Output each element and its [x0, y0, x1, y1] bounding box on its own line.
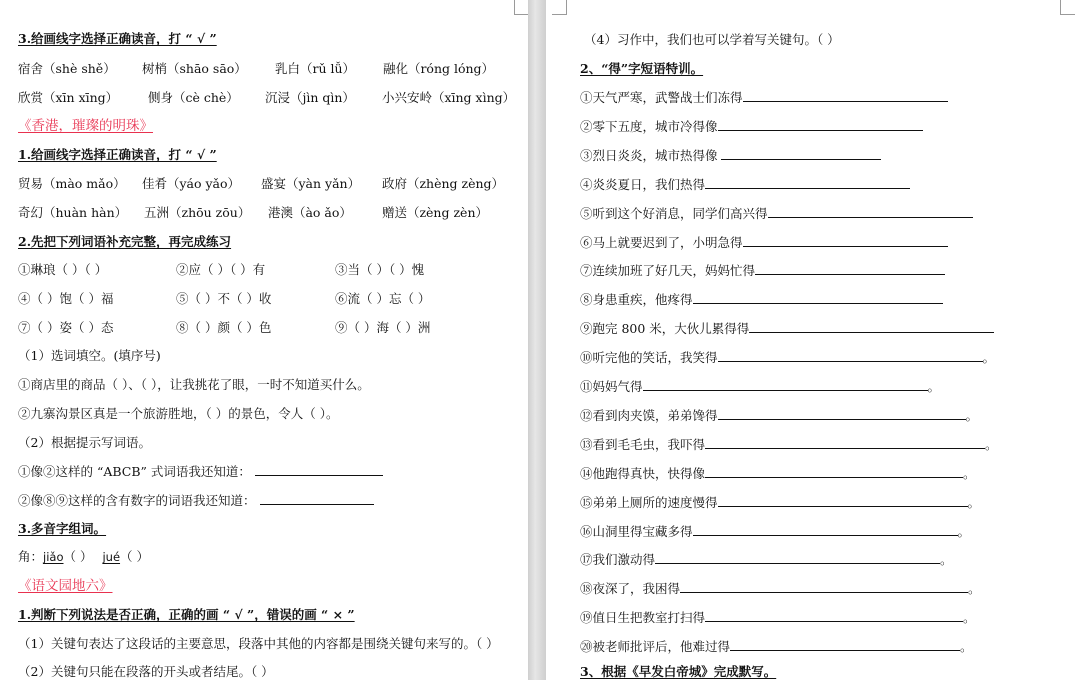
page-corner-mark — [552, 0, 567, 15]
de-phrase-item — [580, 176, 1072, 193]
polyphone-label: 角： — [18, 549, 44, 564]
pinyin-item: 赠送（zèng zèn） — [381, 205, 488, 220]
judgement-item: （1）关键句表达了这段话的主要意思，段落中其他的内容都是围绕关键句来写的。（ ） — [18, 636, 499, 651]
pinyin-item: 奇幻（huàn hàn） — [18, 205, 128, 220]
fill-item: ①琳琅（ ）（ ） — [18, 262, 108, 277]
de-phrase-item — [580, 638, 1072, 655]
de-phrase-prompt: ⑯山洞里得宝藏多得 — [580, 523, 693, 539]
de-phrase-prompt: ⑤听到这个好消息，同学们高兴得 — [580, 205, 768, 221]
fill-row — [18, 320, 520, 336]
answer-blank[interactable] — [705, 436, 985, 449]
de-phrase-item — [580, 262, 1072, 279]
sentence: ①商店里的商品（ ）、（ ），让我挑花了眼，一时不知道买什么。 — [18, 377, 370, 392]
answer-paren: （ ） — [63, 549, 93, 564]
document-page-left — [0, 0, 528, 680]
pinyin-row — [18, 176, 520, 192]
answer-blank[interactable] — [743, 234, 948, 247]
end-punctuation: 。 — [968, 581, 981, 597]
fill-item: ⑦（ ）姿（ ）态 — [18, 320, 114, 335]
pinyin-item: 侧身（cè chè） — [147, 90, 239, 105]
polyphone-row — [18, 549, 520, 565]
de-phrase-prompt: ①天气严寒，武警战士们冻得 — [580, 90, 743, 105]
answer-blank[interactable] — [643, 378, 928, 391]
answer-blank[interactable] — [705, 176, 910, 189]
de-phrase-prompt: ③烈日炎炎，城市热得像 — [580, 147, 722, 163]
de-phrase-item — [580, 118, 1072, 135]
de-phrase-item — [580, 494, 1072, 511]
de-phrase-item — [580, 349, 1072, 366]
answer-blank[interactable] — [255, 463, 383, 476]
de-phrase-prompt: ⑳被老师批评后，他难过得 — [580, 639, 731, 655]
fill-row — [18, 291, 520, 307]
document-page-right — [546, 0, 1080, 680]
pinyin-item: 五洲（zhōu zōu） — [143, 205, 251, 220]
page-gutter — [528, 0, 546, 680]
de-phrase-prompt: ④炎炎夏日，我们热得 — [580, 176, 706, 192]
page-corner-mark — [1060, 0, 1075, 15]
fill-item: ⑥流（ ）忘（ ） — [334, 291, 431, 306]
de-phrase-prompt: ⑰我们激动得 — [580, 552, 656, 568]
answer-blank[interactable] — [680, 580, 968, 593]
pinyin-row — [18, 61, 520, 77]
pinyin-reading: jiǎo — [43, 550, 64, 564]
answer-blank[interactable] — [768, 205, 973, 218]
de-phrase-prompt: ⑬看到毛毛虫，我吓得 — [580, 436, 706, 452]
answer-blank[interactable] — [705, 465, 963, 478]
pinyin-item: 乳白（rǔ lǚ） — [274, 61, 356, 76]
end-punctuation: 。 — [940, 552, 953, 568]
pinyin-item: 港澳（ào ǎo） — [267, 205, 352, 220]
de-phrase-prompt: ⑱夜深了，我困得 — [580, 581, 681, 597]
de-phrase-prompt: ⑪妈妈气得 — [580, 379, 643, 394]
end-punctuation: 。 — [963, 465, 976, 481]
pinyin-row — [18, 90, 520, 106]
answer-blank[interactable] — [718, 118, 923, 131]
sentence: ②九寨沟景区真是一个旅游胜地，（ ）的景色，令人（ ）。 — [18, 406, 339, 421]
de-phrase-item — [580, 89, 1072, 106]
answer-paren: （ ） — [120, 549, 150, 564]
pinyin-row — [18, 205, 520, 221]
answer-line — [18, 492, 520, 509]
de-phrase-item — [580, 551, 1072, 568]
end-punctuation: 。 — [985, 436, 998, 452]
de-phrase-item — [580, 407, 1072, 424]
de-phrase-prompt: ⑮弟弟上厕所的速度慢得 — [580, 494, 718, 510]
pinyin-item: 佳肴（yáo yǎo） — [141, 176, 241, 191]
de-phrase-item — [580, 291, 1072, 308]
question-title: 1.判断下列说法是否正确，正确的画 “ √ ”，错误的画 “ × ” — [18, 607, 355, 622]
question-title: 1.给画线字选择正确读音，打 “ √ ” — [18, 147, 217, 162]
judgement-item: （4）习作中，我们也可以学着写关键句。（ ） — [584, 32, 840, 47]
de-phrase-item — [580, 523, 1072, 540]
end-punctuation: 。 — [957, 523, 971, 539]
de-phrase-prompt: ⑲值日生把教室打扫得 — [580, 610, 706, 626]
de-phrase-prompt: ⑭他跑得真快，快得像 — [580, 465, 706, 481]
de-phrase-prompt: ⑧身患重疾，他疼得 — [580, 292, 693, 308]
pinyin-item: 盛宴（yàn yǎn） — [260, 176, 361, 191]
sub-question-title: （2）根据提示写词语。 — [18, 435, 151, 450]
pinyin-item: 树梢（shāo sāo） — [141, 61, 247, 76]
prompt-text: ②像⑧⑨这样的含有数字的词语我还知道： — [18, 493, 256, 508]
answer-blank[interactable] — [743, 89, 948, 102]
pinyin-item: 贸易（mào mǎo） — [18, 176, 126, 191]
fill-item: ⑨（ ）海（ ）洲 — [334, 320, 431, 335]
end-punctuation: 。 — [982, 350, 996, 366]
answer-blank[interactable] — [755, 262, 945, 275]
end-punctuation: 。 — [960, 639, 973, 655]
end-punctuation: 。 — [965, 407, 979, 423]
judgement-item: （2）关键句只能在段落的开头或者结尾。（ ） — [18, 664, 274, 679]
answer-blank[interactable] — [260, 492, 374, 505]
de-phrase-item — [580, 147, 1072, 164]
answer-blank[interactable] — [749, 320, 994, 333]
de-phrase-prompt: ⑩听完他的笑话，我笑得 — [580, 350, 718, 366]
de-phrase-item — [580, 465, 1072, 482]
pinyin-item: 宿舍（shè shě） — [18, 61, 116, 76]
fill-item: ④（ ）饱（ ）福 — [18, 291, 114, 306]
end-punctuation: 。 — [927, 379, 941, 394]
answer-blank[interactable] — [693, 523, 958, 536]
question-title: 2.先把下列词语补充完整，再完成练习 — [18, 234, 232, 249]
question-title: 3.给画线字选择正确读音，打 “ √ ” — [18, 31, 217, 46]
end-punctuation: 。 — [967, 494, 981, 510]
fill-item: ②应（ ）（ ）有 — [175, 262, 266, 277]
answer-blank[interactable] — [718, 494, 968, 507]
de-phrase-prompt: ⑥马上就要迟到了，小明急得 — [580, 234, 743, 250]
answer-blank[interactable] — [718, 407, 966, 420]
prompt-text: ①像②这样的 “ABCB” 式词语我还知道： — [18, 464, 251, 479]
end-punctuation: 。 — [963, 610, 976, 626]
de-phrase-item — [580, 205, 1072, 222]
pinyin-item: 小兴安岭（xīng xìng） — [381, 90, 516, 105]
de-phrase-prompt: ⑨跑完 800 米，大伙儿累得得 — [580, 321, 750, 337]
de-phrase-item — [580, 320, 1072, 337]
de-phrase-item — [580, 580, 1072, 597]
answer-line — [18, 463, 520, 480]
pinyin-item: 欣赏（xīn xīng） — [18, 90, 119, 105]
pinyin-item: 沉浸（jìn qìn） — [264, 90, 355, 105]
answer-blank[interactable] — [693, 291, 943, 304]
pinyin-item: 政府（zhèng zèng） — [381, 176, 505, 191]
de-phrase-prompt: ②零下五度，城市冷得像 — [580, 118, 718, 134]
de-phrase-prompt: ⑦连续加班了好几天，妈妈忙得 — [580, 263, 756, 279]
fill-item: ⑤（ ）不（ ）收 — [175, 291, 272, 306]
section-heading: 《语文园地六》 — [18, 578, 113, 594]
de-phrase-item — [580, 234, 1072, 251]
de-phrase-prompt: ⑫看到肉夹馍，弟弟馋得 — [580, 407, 718, 423]
de-phrase-item — [580, 436, 1072, 453]
question-title: 3、根据《早发白帝城》完成默写。 — [580, 664, 777, 679]
question-title: 2、“得”字短语特训。 — [580, 61, 704, 76]
de-phrase-item — [580, 609, 1072, 626]
answer-blank[interactable] — [730, 638, 960, 651]
answer-blank[interactable] — [718, 349, 983, 362]
page-corner-mark — [514, 0, 528, 15]
answer-blank[interactable] — [655, 551, 940, 564]
de-phrase-item — [580, 378, 1072, 395]
answer-blank[interactable] — [721, 147, 881, 160]
sub-question-title: （1）选词填空。(填序号) — [18, 348, 161, 363]
fill-item: ③当（ ）（ ）愧 — [334, 262, 425, 277]
question-title: 3.多音字组词。 — [18, 521, 107, 536]
fill-row — [18, 262, 520, 278]
section-heading: 《香港，璀璨的明珠》 — [18, 118, 153, 134]
fill-item: ⑧（ ）颜（ ）色 — [175, 320, 272, 335]
answer-blank[interactable] — [705, 609, 963, 622]
pinyin-item: 融化（róng lóng） — [382, 61, 495, 76]
pinyin-reading: jué — [102, 550, 121, 564]
